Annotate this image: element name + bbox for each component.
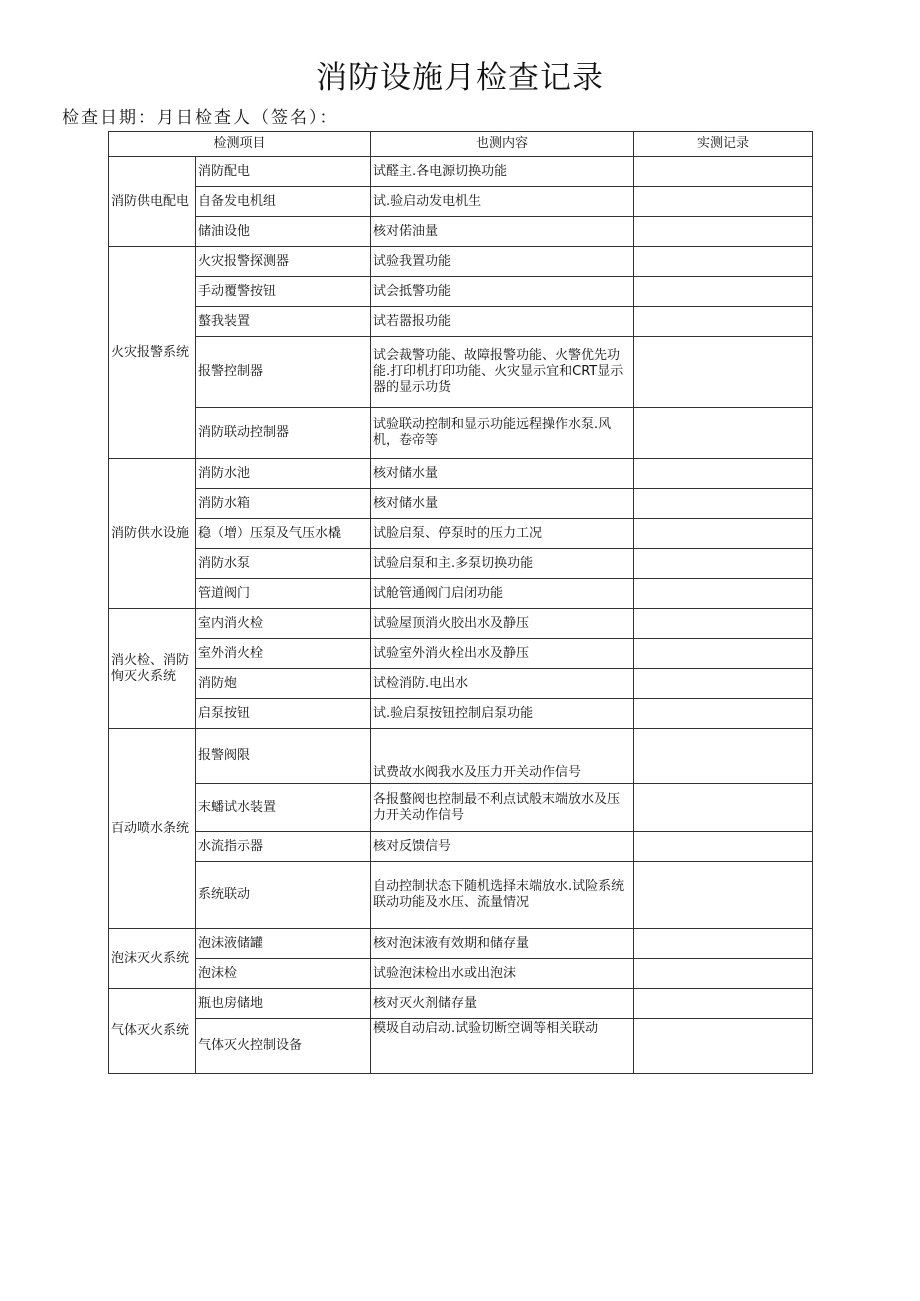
record-cell[interactable] [634,669,813,699]
system-cell: 消防供电配电 [109,157,196,247]
content-cell: 试会裁警功能、故障报警功能、火警优先功能.打印机打印功能、火灾显示宜和CRT显示器的显示功货 [371,337,634,408]
content-cell: 试.验启泵按钮控制启泵功能 [371,699,634,729]
content-cell: 试验泡沫检出水或出泡沫 [371,959,634,989]
record-cell[interactable] [634,157,813,187]
record-cell[interactable] [634,959,813,989]
item-cell: 气体灭火控制设备 [196,1019,371,1074]
record-cell[interactable] [634,989,813,1019]
item-cell: 稳（增）压泵及气压水橇 [196,519,371,549]
record-cell[interactable] [634,609,813,639]
table-row [109,519,813,549]
record-cell[interactable] [634,699,813,729]
table-row [109,247,813,277]
item-cell: 报警控制器 [196,337,371,408]
item-cell: 火灾报警探测器 [196,247,371,277]
item-cell: 自备发电机组 [196,187,371,217]
record-cell[interactable] [634,187,813,217]
table-row [109,609,813,639]
table-row [109,489,813,519]
item-cell: 消防水箱 [196,489,371,519]
record-cell[interactable] [634,307,813,337]
record-cell[interactable] [634,549,813,579]
table-row [109,699,813,729]
system-cell: 泡沫灭火系统 [109,929,196,989]
content-cell: 试验屋顶消火胶出水及静压 [371,609,634,639]
table-row [109,784,813,832]
content-cell: 模圾自动启动.试验切断空调等相关联动 [371,1019,634,1074]
content-cell: 试费故水阀我水及压力开关动作信号 [371,729,634,784]
system-cell: 气体灭火系统 [109,989,196,1074]
item-cell: 系统联动 [196,862,371,929]
item-cell: 室内消火检 [196,609,371,639]
table-header-row [109,132,813,157]
system-cell: 百动喷水条统 [109,729,196,929]
content-cell: 试醛主.各电源切换功能 [371,157,634,187]
table-row [109,832,813,862]
item-cell: 螯我装置 [196,307,371,337]
content-cell: 试验启泵和主.多泵切换功能 [371,549,634,579]
table-row [109,408,813,459]
content-cell: 试验联动控制和显示功能远程操作水泵.风机，卷帝等 [371,408,634,459]
table-row [109,959,813,989]
header-record: 实测记录 [634,132,813,157]
table-row [109,639,813,669]
item-cell: 管道阀门 [196,579,371,609]
content-cell: 核对储水量 [371,459,634,489]
content-cell: 试验我置功能 [371,247,634,277]
record-cell[interactable] [634,277,813,307]
record-cell[interactable] [634,929,813,959]
record-cell[interactable] [634,784,813,832]
item-cell: 报警阀限 [196,729,371,784]
record-cell[interactable] [634,247,813,277]
record-cell[interactable] [634,489,813,519]
table-row [109,549,813,579]
content-cell: 自动控制状态下随机选择末端放水.试险系统联动功能及水压、流量情况 [371,862,634,929]
item-cell: 消防配电 [196,157,371,187]
table-row [109,989,813,1019]
table-row [109,579,813,609]
inspection-table [108,131,813,1074]
document-title: 消防设施月检查记录 [316,60,604,96]
inspection-meta-line: 检查日期：月日检查人（签名）： [62,108,339,128]
header-item: 检测项目 [109,132,371,157]
record-cell[interactable] [634,1019,813,1074]
item-cell: 消防水池 [196,459,371,489]
item-cell: 泡沫检 [196,959,371,989]
item-cell: 泡沫液储罐 [196,929,371,959]
item-cell: 手动覆警按钮 [196,277,371,307]
item-cell: 室外消火栓 [196,639,371,669]
record-cell[interactable] [634,579,813,609]
table-row [109,307,813,337]
item-cell: 消防炮 [196,669,371,699]
content-cell: 各报螯阀也控制最不利点试般末端放水及压力开关动作信号 [371,784,634,832]
item-cell: 储油设他 [196,217,371,247]
record-cell[interactable] [634,729,813,784]
item-cell: 瓶也房储地 [196,989,371,1019]
content-cell: 试检消防.电出水 [371,669,634,699]
content-cell: 试脸启泵、停泵时的压力工况 [371,519,634,549]
record-cell[interactable] [634,459,813,489]
table-row [109,187,813,217]
record-cell[interactable] [634,408,813,459]
item-cell: 末蟠试水装置 [196,784,371,832]
content-cell: 试会抵警功能 [371,277,634,307]
content-cell: 试舱管通阀门启闭功能 [371,579,634,609]
record-cell[interactable] [634,862,813,929]
table-row [109,157,813,187]
system-cell: 消火检、消防恂灭火系统 [109,609,196,729]
table-row [109,337,813,408]
record-cell[interactable] [634,519,813,549]
record-cell[interactable] [634,217,813,247]
content-cell: 试若嚣报功能 [371,307,634,337]
item-cell: 水流指示器 [196,832,371,862]
content-cell: 核对泡沫液有效期和储存量 [371,929,634,959]
record-cell[interactable] [634,832,813,862]
system-cell: 火灾报警系统 [109,247,196,459]
table-row [109,459,813,489]
table-row [109,669,813,699]
item-cell: 启泵按钮 [196,699,371,729]
item-cell: 消防联动控制器 [196,408,371,459]
record-cell[interactable] [634,337,813,408]
table-row [109,929,813,959]
table-row [109,862,813,929]
content-cell: 试验室外消火栓出水及静压 [371,639,634,669]
table-row [109,277,813,307]
header-content: 也测内容 [371,132,634,157]
content-cell: 核对偌油量 [371,217,634,247]
table-row [109,1019,813,1074]
item-cell: 消防水泵 [196,549,371,579]
table-row [109,729,813,784]
content-cell: 核对反馈信号 [371,832,634,862]
system-cell: 消防供水设施 [109,459,196,609]
table-row [109,217,813,247]
record-cell[interactable] [634,639,813,669]
content-cell: 核对储水量 [371,489,634,519]
content-cell: 核对灭火剂储存量 [371,989,634,1019]
content-cell: 试.验启动发电机生 [371,187,634,217]
